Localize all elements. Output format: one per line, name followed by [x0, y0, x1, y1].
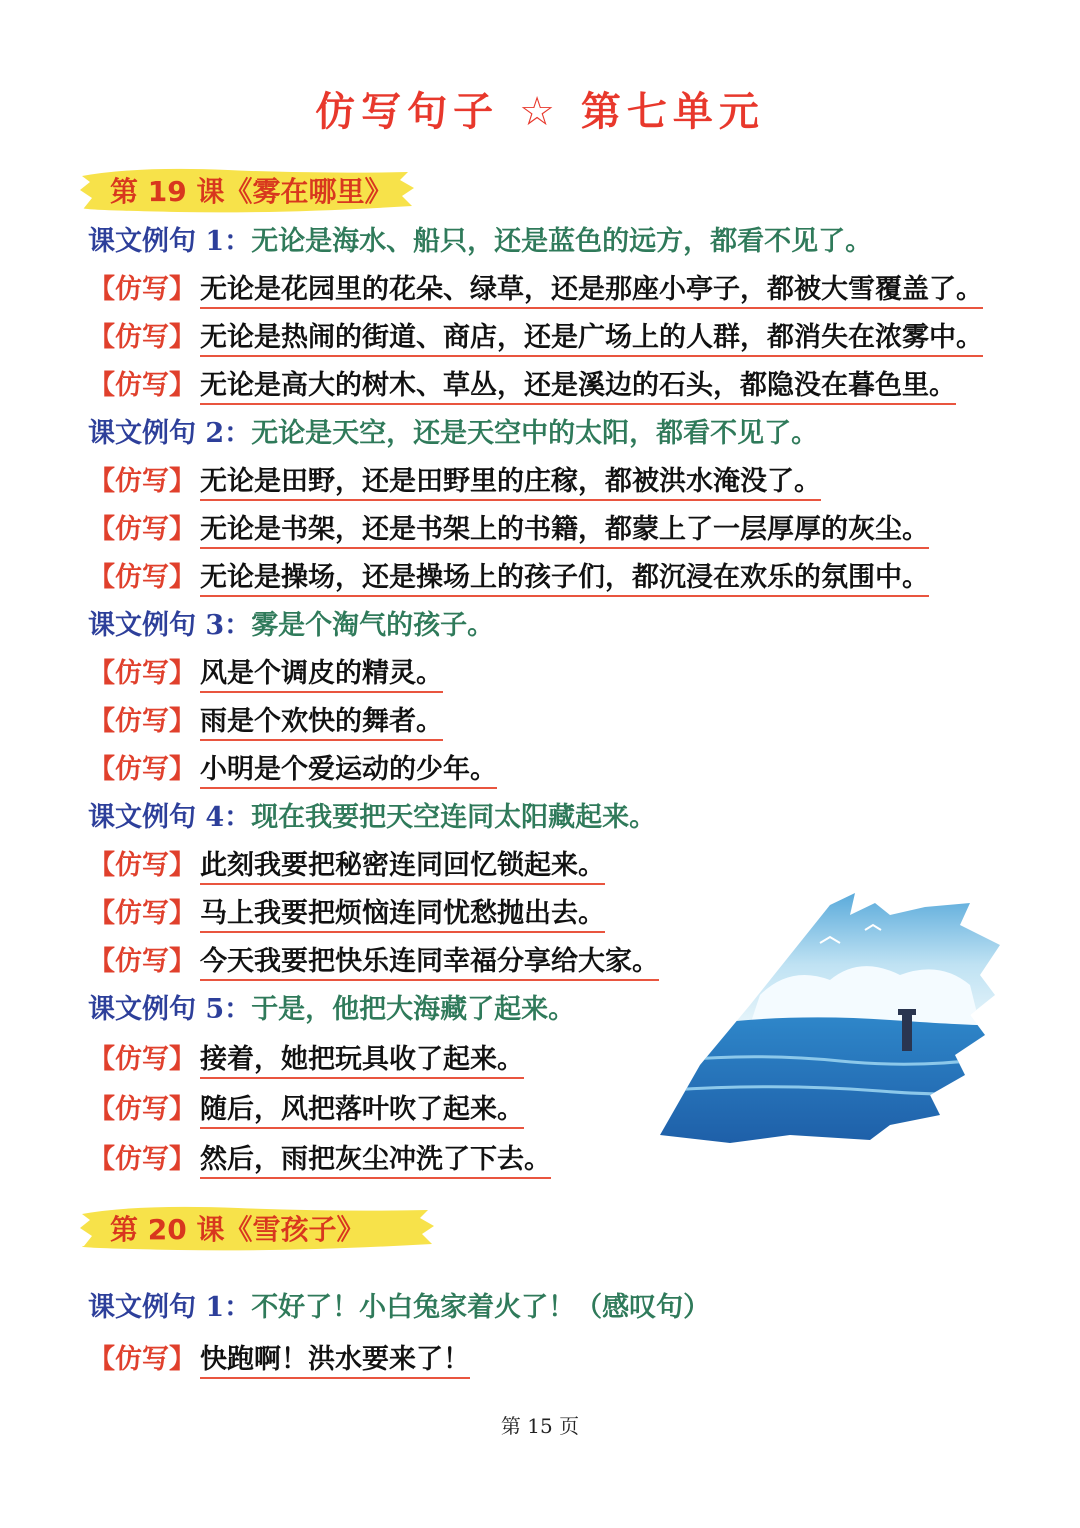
imitation-text: 无论是田野，还是田野里的庄稼，都被洪水淹没了。 [200, 466, 821, 501]
imitation-text: 无论是操场，还是操场上的孩子们，都沉浸在欢乐的氛围中。 [200, 562, 929, 597]
title-left: 仿写句子 [315, 89, 500, 135]
imitation-tag: 【仿写】 [88, 850, 196, 881]
imitation-tag: 【仿写】 [88, 322, 196, 353]
imitation-text: 然后，雨把灰尘冲洗了下去。 [200, 1144, 551, 1179]
imitation-text: 小明是个爱运动的少年。 [200, 754, 497, 789]
imitation-line [88, 1340, 470, 1384]
imitation-line [88, 846, 605, 890]
imitation-tag: 【仿写】 [88, 466, 196, 497]
imitation-line [88, 558, 929, 602]
example-text: 现在我要把天空连同太阳藏起来。 [251, 802, 657, 833]
example-text: 无论是天空，还是天空中的太阳，都看不见了。 [251, 418, 819, 449]
star-icon: ☆ [519, 89, 561, 135]
imitation-line [88, 654, 443, 698]
imitation-text: 此刻我要把秘密连同回忆锁起来。 [200, 850, 605, 885]
example-sentence [88, 798, 656, 842]
imitation-line [88, 366, 956, 410]
example-label: 课文例句 4： [88, 802, 252, 833]
sea-lighthouse-illustration [640, 885, 1010, 1145]
imitation-text: 无论是书架，还是书架上的书籍，都蒙上了一层厚厚的灰尘。 [200, 514, 929, 549]
example-sentence [88, 606, 494, 650]
page-title [0, 80, 1080, 137]
imitation-tag: 【仿写】 [88, 946, 196, 977]
example-sentence [88, 222, 872, 266]
lesson-title: 第 20 课《雪孩子》 [110, 1213, 365, 1246]
imitation-line [88, 318, 983, 362]
imitation-text: 无论是高大的树木、草丛，还是溪边的石头，都隐没在暮色里。 [200, 370, 956, 405]
imitation-line [88, 750, 497, 794]
imitation-text: 接着，她把玩具收了起来。 [200, 1044, 524, 1079]
title-right: 第七单元 [580, 89, 765, 135]
imitation-line [88, 270, 983, 314]
imitation-text: 雨是个欢快的舞者。 [200, 706, 443, 741]
imitation-line [88, 942, 659, 986]
imitation-text: 马上我要把烦恼连同忧愁抛出去。 [200, 898, 605, 933]
example-text: 不好了！小白兔家着火了！（感叹句） [251, 1292, 711, 1323]
imitation-text: 快跑啊！洪水要来了！ [200, 1344, 470, 1379]
imitation-tag: 【仿写】 [88, 562, 196, 593]
imitation-line [88, 1140, 551, 1184]
imitation-tag: 【仿写】 [88, 898, 196, 929]
imitation-tag: 【仿写】 [88, 1094, 196, 1125]
example-text: 无论是海水、船只，还是蓝色的远方，都看不见了。 [251, 226, 873, 257]
page-number: 第 15 页 [500, 1414, 580, 1438]
example-text: 于是，他把大海藏了起来。 [251, 994, 576, 1025]
example-label: 课文例句 1： [88, 226, 252, 257]
imitation-tag: 【仿写】 [88, 274, 196, 305]
imitation-line [88, 510, 929, 554]
imitation-tag: 【仿写】 [88, 514, 196, 545]
example-label: 课文例句 1： [88, 1292, 252, 1323]
imitation-text: 无论是花园里的花朵、绿草，还是那座小亭子，都被大雪覆盖了。 [200, 274, 983, 309]
imitation-tag: 【仿写】 [88, 370, 196, 401]
example-label: 课文例句 3： [88, 610, 252, 641]
imitation-tag: 【仿写】 [88, 1344, 196, 1375]
imitation-line [88, 1090, 524, 1134]
imitation-text: 随后，风把落叶吹了起来。 [200, 1094, 524, 1129]
imitation-tag: 【仿写】 [88, 658, 196, 689]
lesson-header-19 [78, 162, 418, 218]
example-label: 课文例句 2： [88, 418, 252, 449]
lesson-header-20 [78, 1200, 438, 1256]
example-sentence [88, 990, 575, 1034]
imitation-text: 今天我要把快乐连同幸福分享给大家。 [200, 946, 659, 981]
imitation-text: 风是个调皮的精灵。 [200, 658, 443, 693]
imitation-line [88, 1040, 524, 1084]
imitation-tag: 【仿写】 [88, 1044, 196, 1075]
imitation-line [88, 894, 605, 938]
example-label: 课文例句 5： [88, 994, 252, 1025]
imitation-tag: 【仿写】 [88, 754, 196, 785]
imitation-tag: 【仿写】 [88, 706, 196, 737]
imitation-line [88, 462, 821, 506]
imitation-text: 无论是热闹的街道、商店，还是广场上的人群，都消失在浓雾中。 [200, 322, 983, 357]
imitation-tag: 【仿写】 [88, 1144, 196, 1175]
example-sentence [88, 1288, 710, 1332]
lesson-title: 第 19 课《雾在哪里》 [110, 175, 393, 208]
example-sentence [88, 414, 818, 458]
imitation-line [88, 702, 443, 746]
example-text: 雾是个淘气的孩子。 [251, 610, 495, 641]
